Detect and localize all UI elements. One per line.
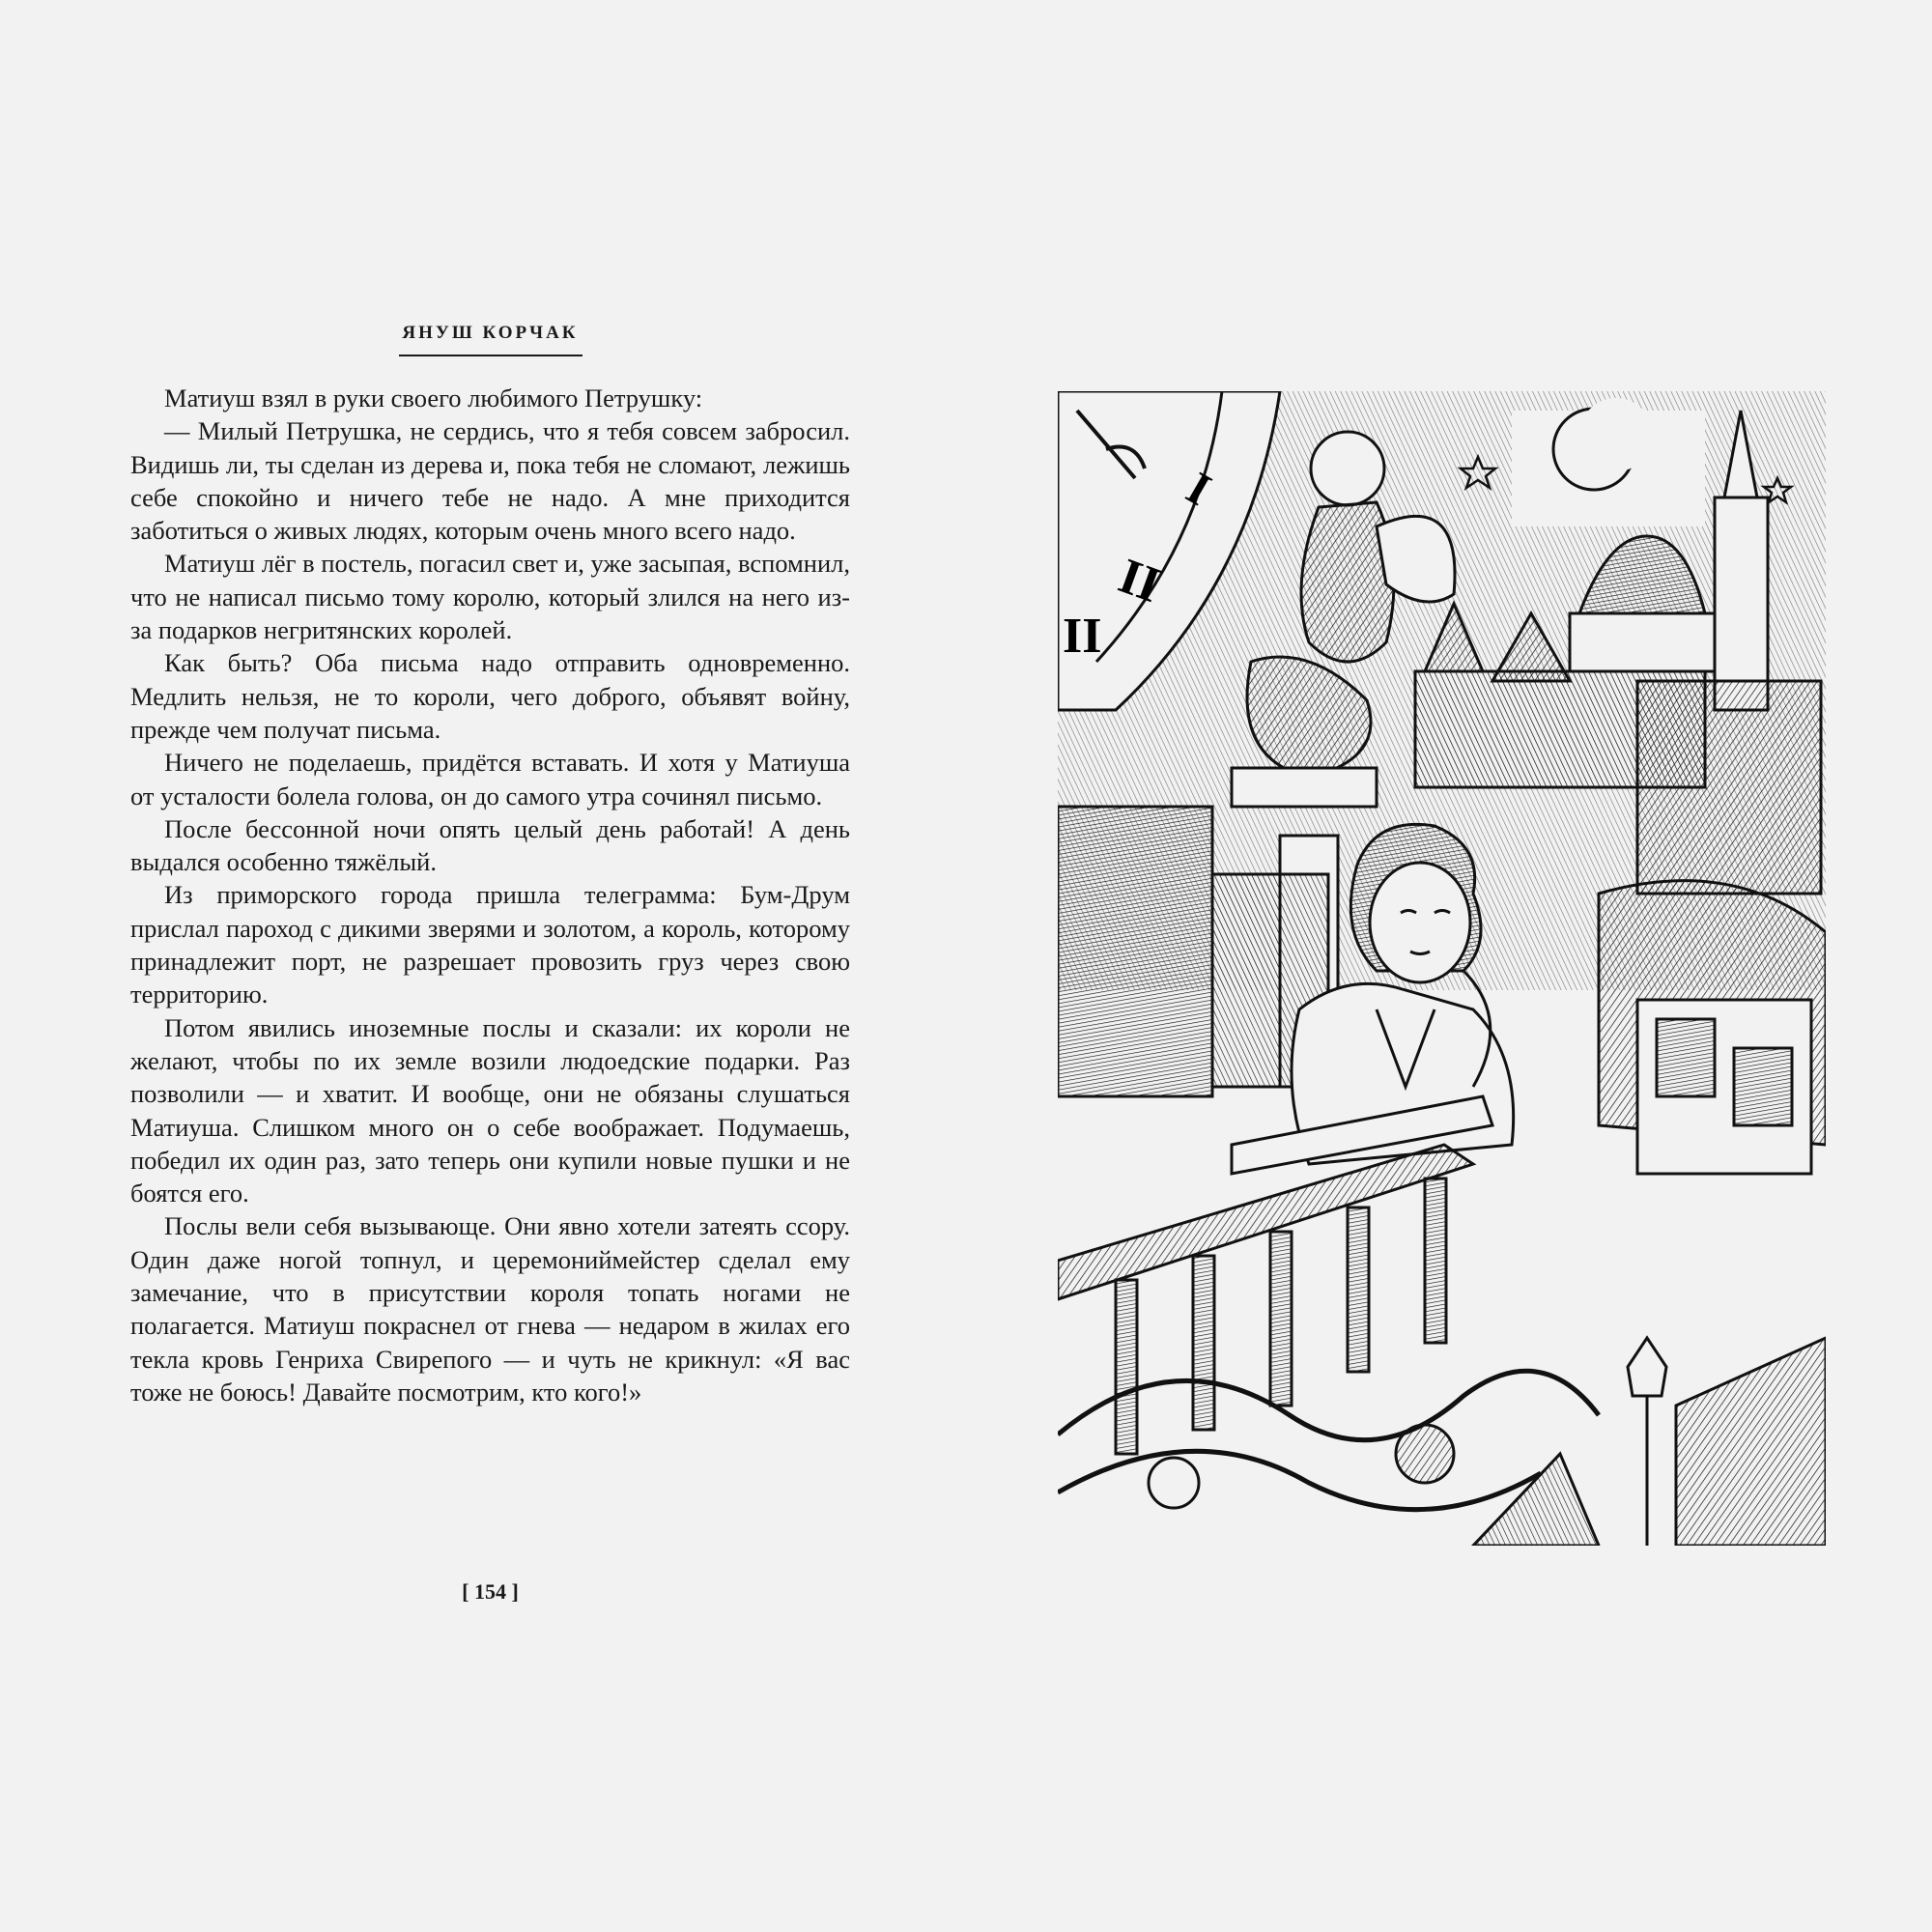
paragraph: Послы вели себя вызывающе. Они явно хотели затеять ссору. Один даже ногой топнул, и церемониймейстер сделал ему замечание, что в присутствии короля топать ногами не полагается. Матиуш покраснел от гнева — недаром в жилах его текла кровь Генриха Свирепого — и чуть не крикнул: «Я вас тоже не боюсь! Давайте посмотрим, кто кого!»: [130, 1211, 850, 1406]
paragraph: После бессонной ночи опять целый день работай! А день выдался особенно тяжёлый.: [130, 813, 850, 877]
left-page: [130, 319, 850, 1604]
paragraph: Ничего не поделаешь, придётся вставать. И хотя у Матиуша от усталости болела голова, он до самого утра сочинял письмо.: [130, 748, 850, 810]
paragraph: Как быть? Оба письма надо отправить одновременно. Медлить нельзя, не то короли, чего доброго, объявят войну, прежде чем получат письма.: [130, 648, 850, 744]
illustration: [1058, 391, 1826, 1546]
svg-text:I: I: [1178, 462, 1220, 516]
paragraph: Из приморского города пришла телеграмма: Бум-Друм прислал пароход с дикими зверями и золотом, а король, которому принадлежит порт, не разрешает провозить груз через свою территорию.: [130, 880, 850, 1009]
paragraph: — Милый Петрушка, не сердись, что я тебя совсем забросил. Видишь ли, ты сделан из дерева и, пока тебя не сломают, лежишь себе спокойно и ничего тебе не надо. А мне приходится заботиться о живых людях, которым очень много всего надо.: [130, 416, 850, 546]
page-number: [ 154 ]: [462, 1579, 519, 1604]
running-head: ЯНУШ КОРЧАК: [402, 323, 579, 343]
svg-text:II: II: [1111, 548, 1168, 614]
paragraph: Матиуш лёг в постель, погасил свет и, уже засыпая, вспомнил, что не написал письмо тому королю, который злился на него из-за подарков негритянских королей.: [130, 549, 850, 645]
svg-text:II: II: [1063, 609, 1102, 664]
running-head-rule: [399, 355, 582, 356]
paragraph: Матиуш взял в руки своего любимого Петрушку:: [164, 384, 703, 412]
street-lamp: [1628, 1338, 1666, 1546]
paragraph: Потом явились иноземные послы и сказали: их короли не желают, чтобы по их земле возили людоедские подарки. Раз позволили — и хватит. И вообще, они не обязаны слушаться Матиуша. Слишком много он о себе воображает. Подумаешь, победил их один раз, зато теперь они купили новые пушки и не боятся его.: [130, 1012, 850, 1208]
body-text: [130, 382, 850, 1408]
illustration-drawing: [1058, 391, 1826, 1546]
